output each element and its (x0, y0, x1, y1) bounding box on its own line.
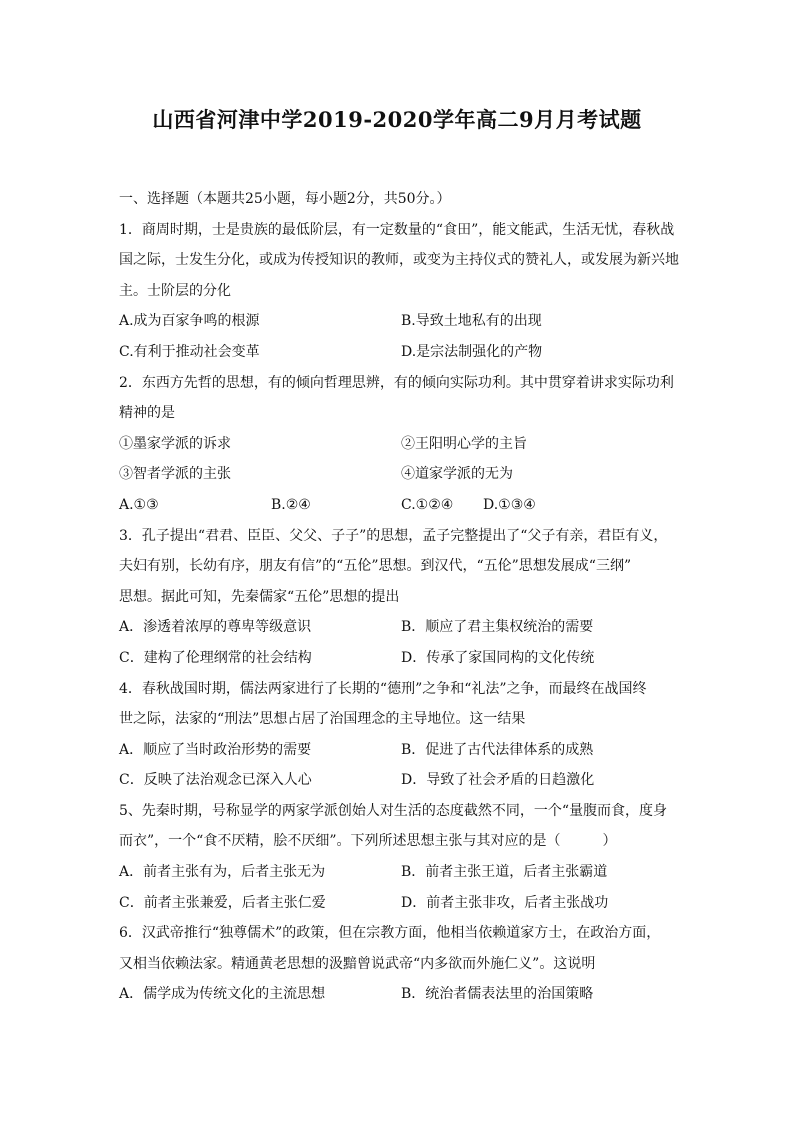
question-3-option-c: C．建构了伦理纲常的社会结构 (119, 649, 312, 666)
question-4-option-c: C．反映了法治观念已深入人心 (119, 772, 312, 789)
question-5-options-row-2 (119, 888, 679, 919)
exam-title: 山西省河津中学2019-2020学年高二9月月考试题 (152, 107, 642, 132)
question-3-option-d: D．传承了家国同构的文化传统 (401, 649, 595, 666)
question-1-option-c: C.有利于推动社会变革 (119, 343, 260, 360)
question-2-item-1: ①墨家学派的诉求 (119, 435, 231, 452)
question-2-options-row (119, 490, 679, 521)
question-6-line-1: 6．汉武帝推行“独尊儒术”的政策，但在宗教方面，他相当依赖道家方士，在政治方面， (119, 925, 661, 942)
question-1-line-2: 国之际，士发生分化，或成为传授知识的教师，或变为主持仪式的赞礼人，或发展为新兴地 (119, 252, 679, 269)
question-3-line-1: 3．孔子提出“君君、臣臣、父父、子子”的思想，孟子完整提出了“父子有亲，君臣有义， (119, 527, 668, 544)
question-3-option-a: A．渗透着浓厚的尊卑等级意识 (119, 619, 312, 636)
question-2-item-3: ③智者学派的主张 (119, 466, 231, 483)
question-4-option-a: A．顺应了当时政治形势的需要 (119, 741, 312, 758)
question-3-line-2: 夫妇有别，长幼有序，朋友有信”的“五伦”思想。到汉代，“五伦”思想发展成“三纲” (119, 558, 632, 575)
question-4-option-b: B．促进了古代法律体系的成熟 (401, 741, 594, 758)
question-5-option-a: A．前者主张有为，后者主张无为 (119, 864, 326, 881)
question-2-item-4: ④道家学派的无为 (401, 466, 513, 483)
question-2-line-2: 精神的是 (119, 405, 175, 422)
question-2-option-c: C.①②④ (401, 496, 454, 513)
question-6-line-2: 又相当依赖法家。精通黄老思想的汲黯曾说武帝“内多欲而外施仁义”。这说明 (119, 955, 596, 972)
question-1-line-3: 主。士阶层的分化 (119, 282, 231, 299)
question-4-line-1: 4．春秋战国时期，儒法两家进行了长期的“德刑”之争和“礼法”之争，而最终在战国终 (119, 680, 647, 697)
question-2-items-row-2 (119, 459, 679, 490)
question-1-option-d: D.是宗法制强化的产物 (401, 343, 543, 360)
question-3-options-row-1 (119, 612, 679, 643)
question-2-option-d: D.①③④ (483, 496, 536, 513)
question-1-option-a: A.成为百家争鸣的根源 (119, 313, 260, 330)
question-3-option-b: B．顺应了君主集权统治的需要 (401, 619, 594, 636)
question-5-option-d: D．前者主张非攻，后者主张战功 (401, 894, 609, 911)
question-5-options-row-1 (119, 857, 679, 888)
question-2-item-2: ②王阳明心学的主旨 (401, 435, 527, 452)
question-4-options-row-1 (119, 735, 679, 766)
question-3-line-3: 思想。据此可知，先秦儒家“五伦”思想的提出 (119, 588, 400, 605)
question-5-option-c: C．前者主张兼爱，后者主张仁爱 (119, 894, 326, 911)
question-1-options-row-2 (119, 337, 679, 368)
question-5-option-b: B．前者主张王道，后者主张霸道 (401, 864, 608, 881)
question-1-option-b: B.导致土地私有的出现 (401, 313, 542, 330)
question-2-line-1: 2．东西方先哲的思想，有的倾向哲理思辨，有的倾向实际功利。其中贯穿着讲求实际功利 (119, 374, 674, 391)
question-2-option-a: A.①③ (119, 496, 159, 513)
question-4-options-row-2 (119, 765, 679, 796)
question-2-items-row-1 (119, 429, 679, 460)
question-3-options-row-2 (119, 643, 679, 674)
section-heading: 一、选择题（本题共25小题，每小题2分，共50分。） (119, 191, 451, 207)
question-6-option-b: B．统治者儒表法里的治国策略 (401, 986, 594, 1003)
question-2-option-b: B.②④ (271, 496, 311, 513)
question-5-line-1: 5、先秦时期，号称显学的两家学派创始人对生活的态度截然不同，一个“量腹而食，度身 (119, 802, 668, 819)
question-6-option-a: A．儒学成为传统文化的主流思想 (119, 986, 326, 1003)
question-content (119, 184, 679, 1010)
question-6-options-row-1 (119, 979, 679, 1010)
question-4-option-d: D．导致了社会矛盾的日趋激化 (401, 772, 595, 789)
question-5-line-2: 而衣”，一个“食不厌精，脍不厌细”。下列所述思想主张与其对应的是（ ） (119, 833, 617, 850)
question-1-options-row-1 (119, 306, 679, 337)
question-4-line-2: 世之际，法家的“刑法”思想占居了治国理念的主导地位。这一结果 (119, 711, 526, 728)
question-1-line-1: 1．商周时期，士是贵族的最低阶层，有一定数量的“食田”，能文能武，生活无忧，春秋战 (119, 221, 675, 238)
